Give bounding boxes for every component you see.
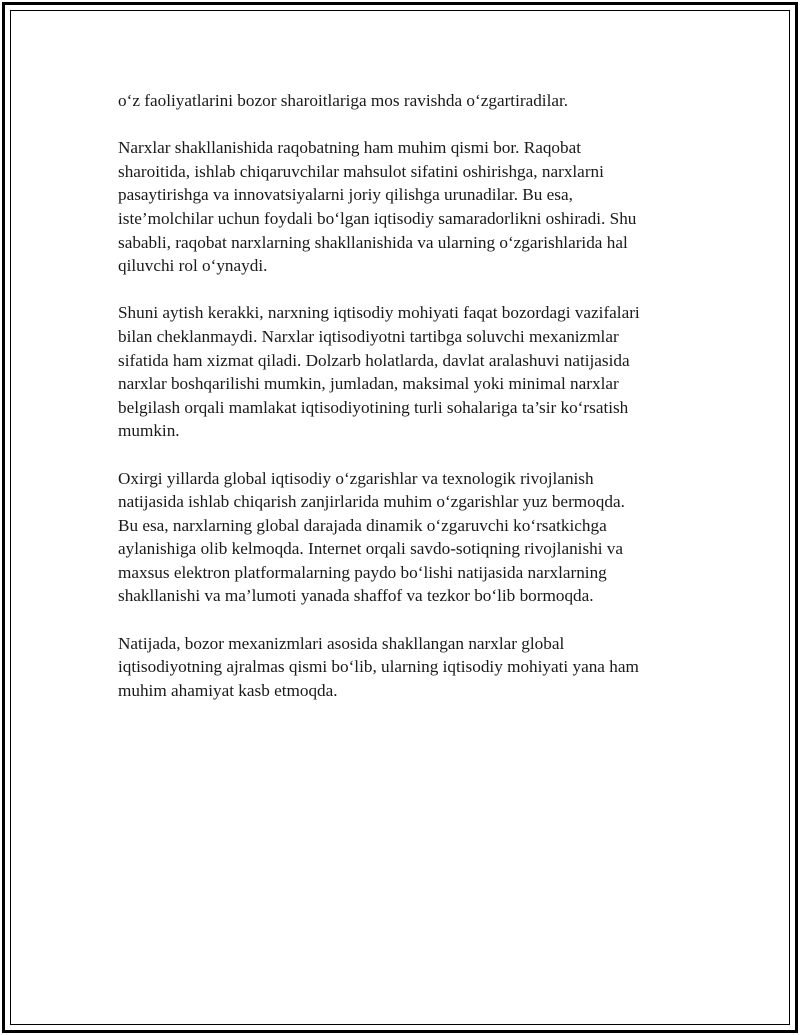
text-line: sharoitida, ishlab chiqaruvchilar mahsulot sifatini oshirishga, narxlarni: [118, 161, 604, 181]
paragraph: [118, 89, 698, 113]
text-line: sifatida ham xizmat qiladi. Dolzarb holatlarda, davlat aralashuvi natijasida: [118, 350, 630, 370]
document-body: [118, 89, 698, 726]
text-line: aylanishiga olib kelmoqda. Internet orqali savdo-sotiqning rivojlanishi va: [118, 539, 624, 559]
text-line: Shuni aytish kerakki, narxning iqtisodiy mohiyati faqat bozordagi vazifalari: [118, 303, 640, 323]
text-line: natijasida ishlab chiqarish zanjirlarida muhim o‘zgarishlar yuz bermoqda.: [118, 492, 625, 512]
text-line: iste’molchilar uchun foydali bo‘lgan iqtisodiy samaradorlikni oshiradi. Shu: [118, 208, 637, 228]
text-line: bilan cheklanmaydi. Narxlar iqtisodiyotni tartibga soluvchi mexanizmlar: [118, 326, 619, 346]
text-line: qiluvchi rol o‘ynaydi.: [118, 256, 268, 276]
text-line: belgilash orqali mamlakat iqtisodiyotining turli sohalariga ta’sir ko‘rsatish: [118, 397, 629, 417]
paragraph: [118, 301, 698, 443]
paragraph: [118, 632, 698, 703]
text-line: Narxlar shakllanishida raqobatning ham muhim qismi bor. Raqobat: [118, 138, 582, 158]
text-line: maxsus elektron platformalarning paydo bo‘lishi natijasida narxlarning: [118, 562, 607, 582]
text-line: Oxirgi yillarda global iqtisodiy o‘zgarishlar va texnologik rivojlanish: [118, 468, 594, 488]
text-line: narxlar boshqarilishi mumkin, jumladan, maksimal yoki minimal narxlar: [118, 374, 619, 394]
text-line: pasaytirishga va innovatsiyalarni joriy qilishga urunadilar. Bu esa,: [118, 185, 573, 205]
paragraph: [118, 467, 698, 609]
text-line: o‘z faoliyatlarini bozor sharoitlariga mos ravishda o‘zgartiradilar.: [118, 91, 569, 110]
text-line: muhim ahamiyat kasb etmoqda.: [118, 680, 338, 700]
text-line: Natijada, bozor mexanizmlari asosida shakllangan narxlar global: [118, 633, 565, 653]
text-line: shakllanishi va ma’lumoti yanada shaffof va tezkor bo‘lib bormoqda.: [118, 586, 594, 606]
paragraph: [118, 136, 698, 278]
text-line: Bu esa, narxlarning global darajada dinamik o‘zgaruvchi ko‘rsatkichga: [118, 515, 607, 535]
text-line: mumkin.: [118, 421, 180, 441]
text-line: sababli, raqobat narxlarning shakllanishida va ularning o‘zgarishlarida hal: [118, 232, 628, 252]
text-line: iqtisodiyotning ajralmas qismi bo‘lib, ularning iqtisodiy mohiyati yana ham: [118, 657, 639, 677]
